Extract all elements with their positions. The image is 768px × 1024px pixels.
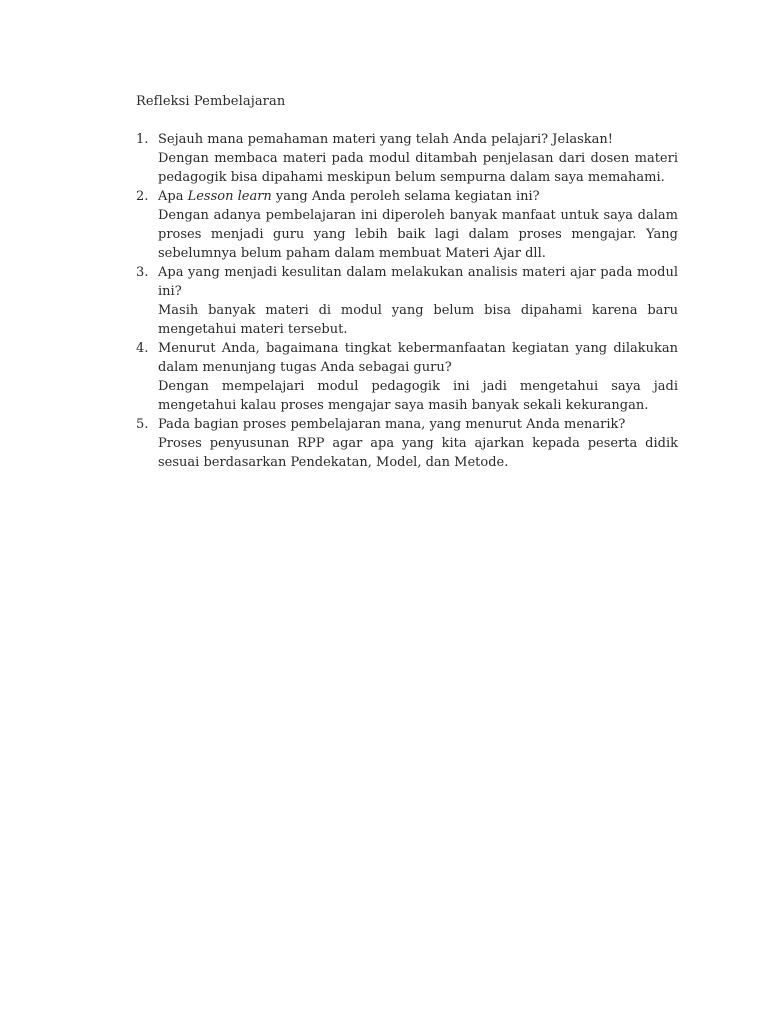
question-text-after: yang Anda peroleh selama kegiatan ini? xyxy=(271,189,540,204)
question-text: Apa yang menjadi kesulitan dalam melakukan analisis materi ajar pada modul ini? xyxy=(158,265,678,299)
document-title: Refleksi Pembelajaran xyxy=(136,94,286,109)
question-number: 1. xyxy=(136,132,149,147)
question-number: 4. xyxy=(136,341,149,356)
question-text: Pada bagian proses pembelajaran mana, yang menurut Anda menarik? xyxy=(158,417,626,432)
question-number: 5. xyxy=(136,417,149,432)
question-number: 3. xyxy=(136,265,149,280)
answer-text: Proses penyusunan RPP agar apa yang kita ajarkan kepada peserta didik sesuai berdasarkan Pendekatan, Model, dan Metode. xyxy=(158,436,678,470)
answer-text: Dengan membaca materi pada modul ditambah penjelasan dari dosen materi pedagogik bisa dipahami meskipun belum sempurna dalam saya memahami. xyxy=(158,151,678,185)
answer-text: Dengan adanya pembelajaran ini diperoleh banyak manfaat untuk saya dalam proses menjadi guru yang lebih baik lagi dalam proses mengajar. Yang sebelumnya belum paham dalam membuat Materi Ajar dll. xyxy=(158,208,678,261)
reflection-question-list xyxy=(136,130,678,472)
question-item-4 xyxy=(136,339,678,415)
question-number: 2. xyxy=(136,189,149,204)
question-text-before: Apa xyxy=(158,189,188,204)
question-text: Menurut Anda, bagaimana tingkat kebermanfaatan kegiatan yang dilakukan dalam menunjang tugas Anda sebagai guru? xyxy=(158,341,678,375)
question-item-3 xyxy=(136,263,678,339)
answer-text: Dengan mempelajari modul pedagogik ini jadi mengetahui saya jadi mengetahui kalau proses mengajar saya masih banyak sekali kekurangan. xyxy=(158,379,678,413)
question-item-2 xyxy=(136,187,678,263)
answer-text: Masih banyak materi di modul yang belum bisa dipahami karena baru mengetahui materi tersebut. xyxy=(158,303,678,337)
question-text xyxy=(158,187,678,206)
question-text-italic: Lesson learn xyxy=(187,189,272,204)
question-item-5 xyxy=(136,415,678,472)
question-text: Sejauh mana pemahaman materi yang telah Anda pelajari? Jelaskan! xyxy=(158,132,613,147)
question-item-1 xyxy=(136,130,678,187)
